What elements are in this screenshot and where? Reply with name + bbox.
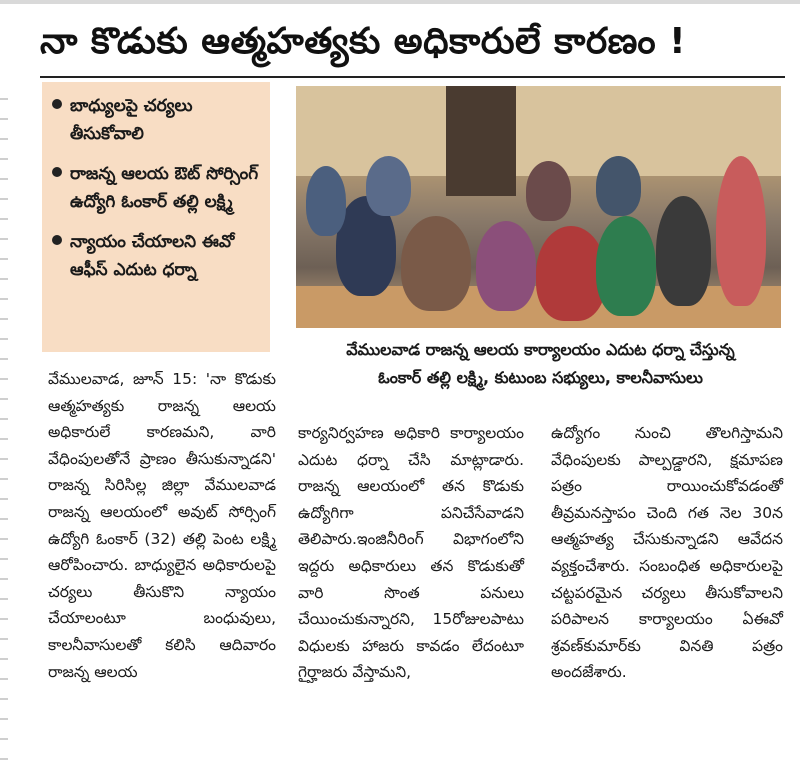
photo-person: [401, 216, 471, 311]
caption-line: వేములవాడ రాజన్న ఆలయ కార్యాలయం ఎదుట ధర్నా చేస్తున్న: [346, 340, 735, 359]
caption-line: ఓంకార్ తల్లి లక్ష్మి, కుటుంబ సభ్యులు, కాలనీవాసులు: [378, 368, 703, 387]
protest-photo: [296, 86, 781, 328]
article-column-1: [48, 366, 276, 685]
photo-caption: [298, 336, 783, 396]
highlight-item: [52, 160, 262, 216]
article-column-3: [551, 420, 783, 686]
headline: నా కొడుకు ఆత్మహత్యకు అధికారులే కారణం !: [40, 21, 687, 62]
adjacent-column-edge: [0, 80, 8, 770]
article-text: వేములవాడ, జూన్ 15: 'నా కొడుకు ఆత్మహత్యకు రాజన్న ఆలయ అధికారులే కారణమని, వారి వేధింపులతోనే ప్రాణం తీసుకున్నాడని' రాజన్న సిరిసిల్ల జిల్లా వేములవాడ రాజన్న ఆలయంలో అవుట్ సోర్సింగ్ ఉద్యోగి ఓంకార్ (32) తల్లి పెంట లక్ష్మి ఆరోపించారు. బాధ్యులైన అధికారులపై చర్యలు తీసుకొని న్యాయం చేయాలంటూ బంధువులు, కాలనీవాసులతో కలిసి ఆదివారం రాజన్న ఆలయ: [48, 370, 276, 681]
article-text: కార్యనిర్వహణ అధికారి కార్యాలయం ఎదుట ధర్నా చేసి మాట్లాడారు. రాజన్న ఆలయంలో తన కొడుకు ఉద్యోగిగా పనిచేసేవాడని తెలిపారు.ఇంజినీరింగ్ విభాగంలోని ఇద్దరు అధికారులు తన కొడుకుతో వారి సొంత పనులు చేయించుకున్నారని, 15రోజులపాటు విధులకు హాజరు కావడం లేదంటూ గైర్హాజరు వేస్తామని,: [298, 424, 524, 682]
photo-person: [656, 196, 711, 306]
bullet-icon: [52, 167, 62, 177]
photo-wall: [296, 86, 781, 176]
photo-person: [716, 156, 766, 306]
top-rule: [0, 0, 800, 4]
headline-rule: [40, 76, 785, 78]
bullet-icon: [52, 235, 62, 245]
article-text: ఉద్యోగం నుంచి తొలగిస్తామని వేధింపులకు పాల్పడ్డారని, క్షమాపణ పత్రం రాయించుకోవడంతో తీవ్రమనస్తాపం చెంది గత నెల 30న ఆత్మహత్య చేసుకున్నాడని ఆవేదన వ్యక్తంచేశారు. సంబంధిత అధికారులపై చట్టపరమైన చర్యలు తీసుకోవాలని పరిపాలన కార్యాలయం ఏఈవో శ్రవణ్‌కుమార్‌కు వినతి పత్రం అందజేశారు.: [551, 424, 783, 682]
photo-person: [596, 156, 641, 216]
highlight-item: [52, 92, 262, 148]
highlight-item: [52, 228, 262, 284]
bullet-icon: [52, 99, 62, 109]
highlight-text: బాధ్యులపై చర్యలు తీసుకోవాలి: [70, 96, 193, 144]
highlight-text: రాజన్న ఆలయ ఔట్ సోర్సింగ్ ఉద్యోగి ఓంకార్ తల్లి లక్ష్మి: [70, 164, 259, 212]
article-column-2: [298, 420, 524, 686]
photo-person: [526, 161, 571, 221]
highlights-box: [42, 82, 270, 352]
photo-person: [596, 216, 656, 316]
photo-door: [446, 86, 516, 196]
photo-person: [476, 221, 536, 311]
highlight-text: న్యాయం చేయాలని ఈవో ఆఫీస్ ఎదుట ధర్నా: [70, 232, 235, 280]
photo-person: [366, 156, 411, 216]
photo-person: [306, 166, 346, 236]
